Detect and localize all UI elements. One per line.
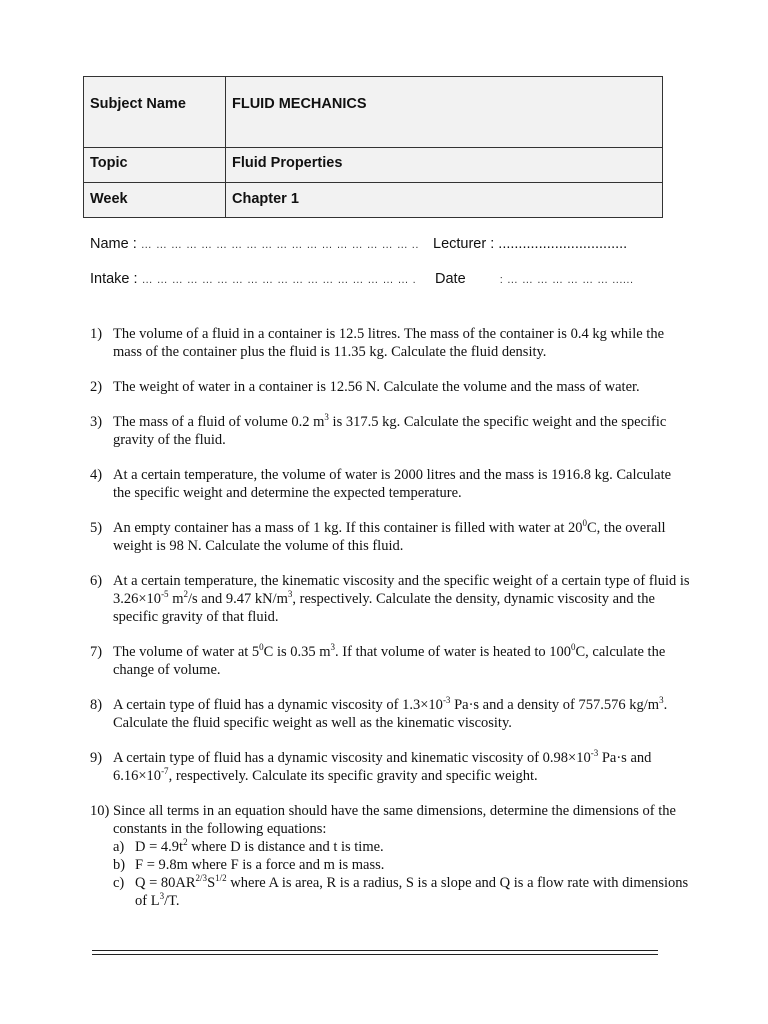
sub-question-letter: c) [113, 875, 125, 891]
question-text: At a certain temperature, the kinematic viscosity and the specific weight of a certain type of fluid is $3.26\times 10^{-5}$ $m^2/s$ and 9.47 $kN/m^3$, respectively. Calculate the density, dynamic viscosity and the specific gravity of that fluid. [113, 573, 690, 625]
question-number: 5) [90, 520, 103, 536]
question-item [90, 643, 690, 679]
lecturer-line [433, 236, 627, 252]
lecturer-blank: : ................................ [490, 236, 628, 252]
question-number: 4) [90, 467, 103, 483]
question-item [90, 519, 690, 555]
question-item [90, 378, 690, 396]
question-text: An empty container has a mass of 1 kg. If this container is filled with water at $20^0C$, the overall weight is 98 N. Calculate the volume of this fluid. [113, 518, 666, 554]
topic-value: Fluid Properties [226, 148, 663, 183]
sub-question-item [113, 874, 690, 910]
question-text: Since all terms in an equation should have the same dimensions, determine the dimensions of the constants in the following equations: a) $D = 4.9t^2$ where D is distance and t is time. b) F = 9.8m where F is a force and m is mass. c) $Q = 80AR^{2/3}S^{1/2}$ where A is area, R is a radius, S is a slope and Q is a flow rate with dimensions of $L^3/T$. [113, 803, 689, 909]
question-number: 2) [90, 379, 103, 395]
question-number: 6) [90, 573, 103, 589]
sub-question-text: $Q = 80AR^{2/3}S^{1/2}$ where A is area, R is a radius, S is a slope and Q is a flow rate with dimensions of $L^3/T$. [135, 873, 689, 909]
question-text: A certain type of fluid has a dynamic viscosity of $1.3\times 10^{-3}$ Pa·s and a density of 757.576 $kg/m^3$. Calculate the fluid specific weight as well as the kinematic viscosity. [113, 695, 668, 731]
question-text: A certain type of fluid has a dynamic viscosity and kinematic viscosity of $0.98\times 10^{-3}$ Pa·s and $6.16\times 10^{-7}$, respectively. Calculate its specific gravity and specific weight. [113, 748, 652, 784]
subject-value: FLUID MECHANICS [226, 77, 663, 148]
sub-question-letter: b) [113, 857, 126, 873]
subject-label: Subject Name [84, 77, 226, 148]
sub-question-item [113, 856, 690, 874]
date-blank: : … … … … … … … ...... [499, 274, 634, 286]
week-value: Chapter 1 [226, 183, 663, 218]
header-row-topic [84, 148, 663, 183]
week-label: Week [84, 183, 226, 218]
sub-question-letter: a) [113, 839, 125, 855]
intake-blank: … … … … … … … … … … … … … … … … … … . [141, 274, 417, 286]
question-text: The volume of a fluid in a container is 12.5 litres. The mass of the container is 0.4 kg while the mass of the container plus the fluid is 11.35 kg. Calculate the fluid density. [113, 326, 664, 360]
footer-rule-bottom [92, 954, 658, 955]
footer-rule-top [92, 950, 658, 951]
question-text: The mass of a fluid of volume 0.2 $m^3$ is 317.5 kg. Calculate the specific weight and the specific gravity of the fluid. [113, 412, 667, 448]
question-item [90, 466, 690, 502]
name-line [90, 236, 419, 252]
question-item [90, 802, 690, 910]
header-table [83, 76, 663, 218]
question-number: 3) [90, 414, 103, 430]
question-item [90, 572, 690, 626]
date-label: Date [435, 271, 466, 287]
header-row-week [84, 183, 663, 218]
lecturer-label: Lecturer [433, 236, 487, 252]
question-number: 7) [90, 644, 103, 660]
question-item [90, 749, 690, 785]
question-list [90, 325, 690, 927]
question-item [90, 413, 690, 449]
header-row-subject [84, 77, 663, 148]
question-text: At a certain temperature, the volume of water is 2000 litres and the mass is 1916.8 kg. Calculate the specific weight and determine the expected temperature. [113, 467, 672, 501]
intake-label: Intake : [90, 271, 138, 287]
name-blank: … … … … … … … … … … … … … … … … … … .. [140, 239, 419, 251]
topic-label: Topic [84, 148, 226, 183]
sub-question-text: $D = 4.9t^2$ where D is distance and t is time. [135, 837, 384, 855]
question-text: The weight of water in a container is 12.56 N. Calculate the volume and the mass of water. [113, 379, 640, 395]
question-item [90, 696, 690, 732]
name-label: Name : [90, 236, 137, 252]
question-number: 8) [90, 697, 103, 713]
question-item [90, 325, 690, 361]
question-number: 1) [90, 326, 103, 342]
sub-question-text: F = 9.8m where F is a force and m is mass. [135, 857, 385, 873]
intake-line [90, 271, 416, 287]
question-number: 9) [90, 750, 103, 766]
sub-question-item [113, 838, 690, 856]
question-number: 10) [90, 803, 110, 819]
question-text: The volume of water at $5^0C$ is 0.35 $m^3$. If that volume of water is heated to $100^0C$, calculate the change of volume. [113, 642, 666, 678]
date-line [435, 271, 634, 287]
